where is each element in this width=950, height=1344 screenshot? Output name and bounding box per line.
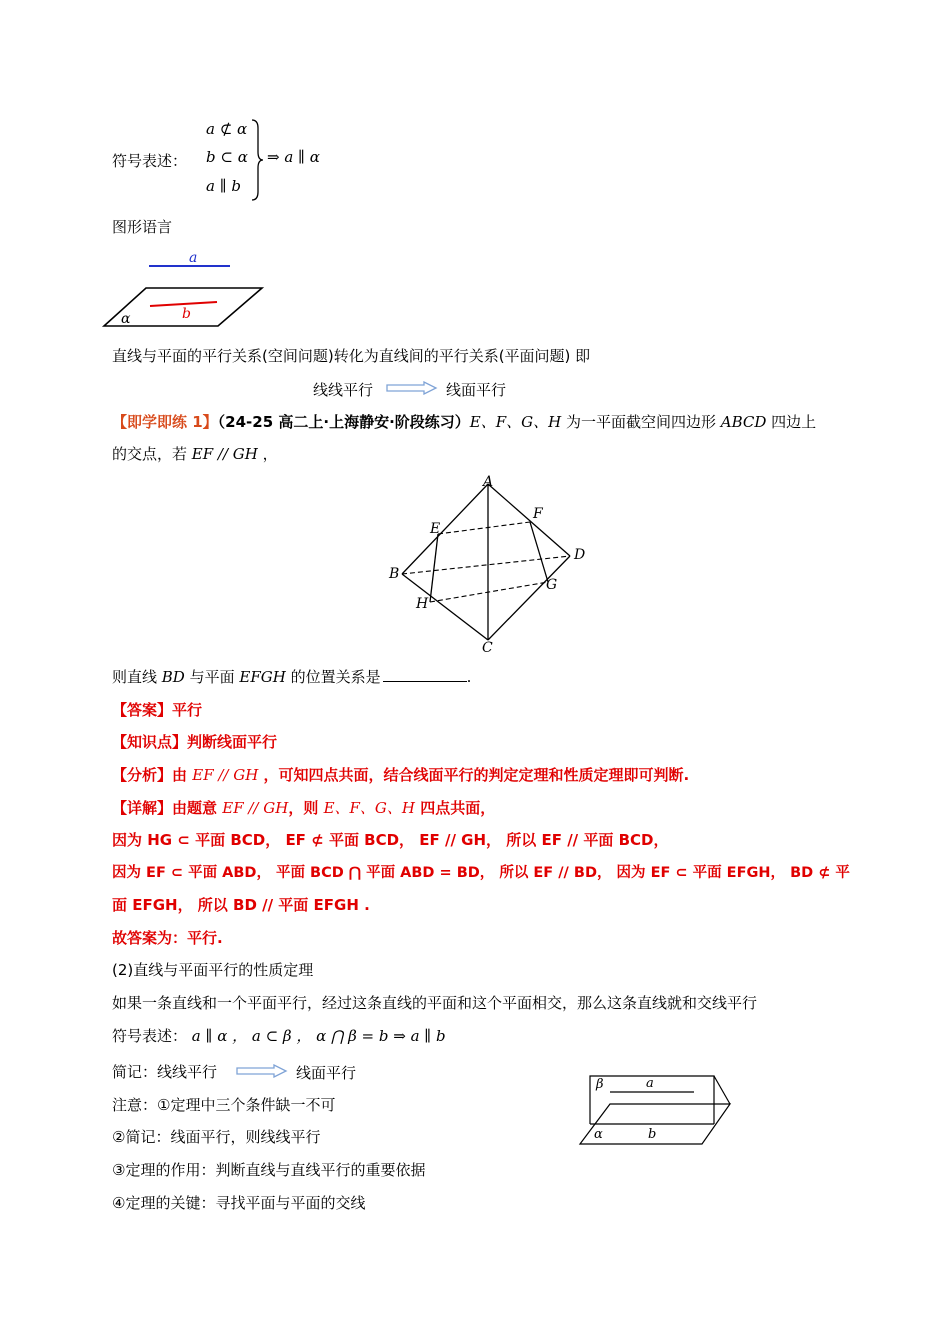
answer-text: 平行 [172, 701, 203, 719]
section2-title: (2)直线与平面平行的性质定理 [112, 961, 314, 979]
detail-line-4: 面 EFGH， 所以 BD // 平面 EFGH . [112, 896, 370, 914]
detail-line-3: 因为 EF ⊂ 平面 ABD， 平面 BCD ⋂ 平面 ABD = BD， 所以 EF // BD， 因为 EF ⊂ 平面 EFGH， BD ⊄ 平 [112, 865, 850, 881]
detail-text-1: 由题意 [172, 799, 223, 817]
detail-points: E、F、G、H [323, 799, 415, 817]
exercise-stem-condition-prefix: 的交点，若 [112, 445, 192, 463]
detail-line-2: 因为 HG ⊂ 平面 BCD， EF ⊄ 平面 BCD， EF // GH， 所以 EF // 平面 BCD， [112, 831, 669, 849]
analysis-line [112, 765, 689, 785]
right-brace-icon [250, 118, 264, 202]
vertex-label-A: A [483, 474, 494, 490]
analysis-text-1: 由 [172, 766, 193, 784]
detail-line-1 [112, 798, 495, 818]
detail-condition: EF // GH [222, 799, 289, 817]
question-text-3: 的位置关系是 [285, 668, 381, 686]
exercise-question [112, 667, 471, 687]
answer-blank[interactable] [383, 667, 467, 682]
figure-spatial-quadrilateral [380, 470, 600, 660]
section2-note-2: ②简记：线面平行，则线线平行 [112, 1128, 321, 1146]
section2-symbol-line [112, 1026, 446, 1046]
answer-tag: 【答案】 [112, 701, 173, 719]
fig2-label-a: a [646, 1076, 654, 1091]
symbol-line-1: a ⊄ α [206, 120, 248, 138]
vertex-label-D: D [574, 547, 586, 563]
figure-label-alpha: α [121, 311, 131, 327]
graph-language-heading: 图形语言 [112, 218, 173, 236]
exercise-tag: 【即学即练 1】 [112, 413, 218, 431]
detail-text-2: ，则 [288, 799, 324, 817]
knowledge-line [112, 732, 277, 752]
symbol-result: ⇒ a ∥ α [267, 148, 320, 166]
question-text-2: 与平面 [184, 668, 240, 686]
exercise-stem-text: 为一平面截空间四边形 [561, 413, 721, 431]
section2-symbol: a ∥ α ， a ⊂ β ， α ⋂ β = b ⇒ a ∥ b [191, 1027, 446, 1045]
exercise-line-2 [112, 444, 278, 464]
exercise-stem-condition: EF // GH [191, 445, 258, 463]
figure-label-a: a [189, 250, 198, 266]
section2-note-4: ④定理的关键：寻找平面与平面的交线 [112, 1194, 366, 1212]
fig2-label-b: b [648, 1127, 657, 1142]
detail-tag: 【详解】 [112, 799, 173, 817]
symbol-expression-label: 符号表述： [112, 152, 188, 170]
question-text-1: 则直线 [112, 668, 162, 686]
section2-mnemonic-right: 线面平行 [296, 1064, 357, 1082]
vertex-label-F: F [533, 506, 543, 522]
question-plane-efgh: EFGH [239, 668, 286, 686]
section2-symbol-label: 符号表述： [112, 1027, 192, 1045]
exercise-stem-comma: ， [257, 445, 278, 463]
vertex-label-G: G [546, 577, 558, 593]
detail-text-3: 四点共面， [414, 799, 496, 817]
exercise-stem-points: E、F、G、H [469, 413, 562, 431]
section2-mnemonic-left: 简记：线线平行 [112, 1063, 218, 1081]
flow-left: 线线平行 [313, 381, 374, 399]
vertex-label-H: H [416, 596, 429, 612]
right-arrow-icon-2 [236, 1064, 288, 1078]
analysis-condition: EF // GH [192, 766, 259, 784]
vertex-label-C: C [482, 640, 493, 656]
fig2-label-alpha: α [594, 1127, 603, 1142]
symbol-line-2: b ⊂ α [206, 148, 248, 166]
question-period: . [466, 668, 472, 686]
fig2-label-beta: β [596, 1077, 604, 1092]
analysis-text-2: ，可知四点共面，结合线面平行的判定定理和性质定理即可判断. [258, 766, 690, 784]
question-line-bd: BD [161, 668, 185, 686]
analysis-tag: 【分析】 [112, 766, 173, 784]
vertex-label-B: B [389, 566, 400, 582]
flow-right: 线面平行 [446, 381, 507, 399]
transform-text: 直线与平面的平行关系(空间问题)转化为直线间的平行关系(平面问题) 即 [112, 347, 591, 365]
exercise-source: （24-25 高二上·上海静安·阶段练习） [217, 413, 470, 431]
symbol-line-3: a ∥ b [206, 177, 242, 195]
exercise-line-1 [112, 412, 816, 432]
right-arrow-icon [386, 381, 438, 395]
final-answer: 故答案为：平行. [112, 929, 223, 947]
section2-theorem: 如果一条直线和一个平面平行，经过这条直线的平面和这个平面相交，那么这条直线就和交线平行 [112, 994, 758, 1012]
vertex-label-E: E [430, 521, 441, 537]
answer-line [112, 700, 202, 720]
exercise-stem-end: 四边上 [766, 413, 817, 431]
exercise-stem-quad: ABCD [720, 413, 767, 431]
section2-note-3: ③定理的作用：判断直线与直线平行的重要依据 [112, 1161, 426, 1179]
knowledge-tag: 【知识点】 [112, 733, 188, 751]
section2-note-1: 注意：①定理中三个条件缺一不可 [112, 1096, 336, 1114]
knowledge-text: 判断线面平行 [187, 733, 278, 751]
figure-label-b: b [182, 306, 191, 322]
